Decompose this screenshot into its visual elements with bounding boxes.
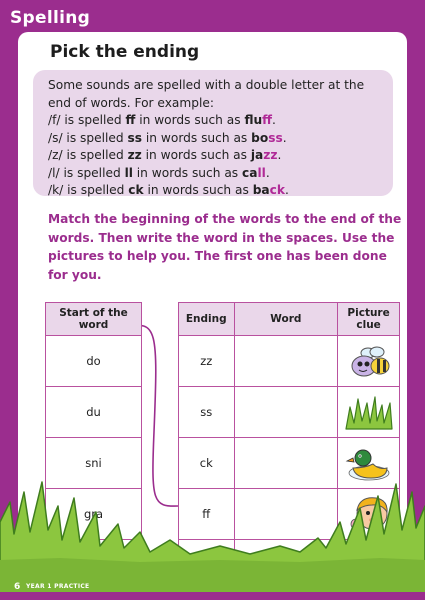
rule-example-ending: zz xyxy=(263,148,278,162)
rule-example-ending: ll xyxy=(257,165,266,180)
rule-letters: zz xyxy=(127,148,142,162)
rule-text: . xyxy=(265,165,270,180)
rule-text: is spelled xyxy=(62,148,128,162)
rule-text: . xyxy=(272,113,276,127)
rule-sound: /z/ xyxy=(48,148,63,162)
rule-example-stem: bo xyxy=(251,130,269,145)
ending-cell[interactable]: zz xyxy=(179,336,235,387)
start-cell[interactable]: sni xyxy=(46,438,142,489)
page-footer xyxy=(0,578,425,600)
info-intro: Some sounds are spelled with a double letter at the end of words. For example: xyxy=(48,78,365,110)
rule-text: . xyxy=(284,183,289,197)
rule-text: . xyxy=(277,148,282,162)
rule-text: is spelled xyxy=(60,113,126,127)
rule-example-stem: ja xyxy=(250,148,264,162)
rule-text: in words such as xyxy=(141,148,251,162)
page-number: 6 xyxy=(14,582,21,592)
start-cell[interactable]: du xyxy=(46,387,142,438)
rule-letters: ss xyxy=(127,130,143,145)
header-title: Spelling xyxy=(10,8,91,28)
rule-text: in words such as xyxy=(143,183,253,197)
bee-icon xyxy=(338,336,400,387)
ending-header: Ending xyxy=(179,303,235,336)
rule-text: is spelled xyxy=(59,165,125,180)
rule-example-ending: ff xyxy=(262,113,273,127)
rule-sound: /s/ xyxy=(48,130,63,145)
grass-icon xyxy=(338,387,400,438)
rule-letters: ff xyxy=(125,113,136,127)
instructions: Match the beginning of the words to the end of the words. Then write the word in the spaces. Use the pictures to help you. The first one has been done for you. xyxy=(48,212,402,282)
rule-text: in words such as xyxy=(132,165,243,180)
word-header: Word xyxy=(234,303,338,336)
ending-cell[interactable]: ck xyxy=(179,438,235,489)
start-cell[interactable]: gra xyxy=(46,489,142,540)
rule-example-ending: ss xyxy=(268,130,283,145)
rule-text: . xyxy=(282,130,287,145)
ending-cell[interactable]: ff xyxy=(179,489,235,540)
rule-example-stem: flu xyxy=(244,113,263,127)
start-cell[interactable]: do xyxy=(46,336,142,387)
word-answer-cell[interactable] xyxy=(234,336,338,387)
rule-example-stem: ba xyxy=(252,183,270,197)
ending-cell[interactable]: ss xyxy=(179,387,235,438)
rule-sound: /f/ xyxy=(48,113,61,127)
rule-sound: /l/ xyxy=(48,165,60,180)
rule-letters: ck xyxy=(128,183,144,197)
section-title: Pick the ending xyxy=(50,42,200,62)
rule-sound: /k/ xyxy=(48,183,64,197)
word-answer-cell[interactable] xyxy=(234,387,338,438)
rule-text: in words such as xyxy=(142,130,252,145)
footer-label: YEAR 1 PRACTICE xyxy=(26,583,90,590)
rule-example-ending: ck xyxy=(269,183,285,197)
rule-text: is spelled xyxy=(63,183,129,197)
grass-decoration xyxy=(0,462,425,592)
rule-text: in words such as xyxy=(135,113,245,127)
rule-example-stem: ca xyxy=(242,165,258,180)
rule-text: is spelled xyxy=(62,130,128,145)
rule-letters: ll xyxy=(124,165,133,180)
picture-header: Picture clue xyxy=(338,303,400,336)
start-table-header: Start of the word xyxy=(46,303,142,336)
